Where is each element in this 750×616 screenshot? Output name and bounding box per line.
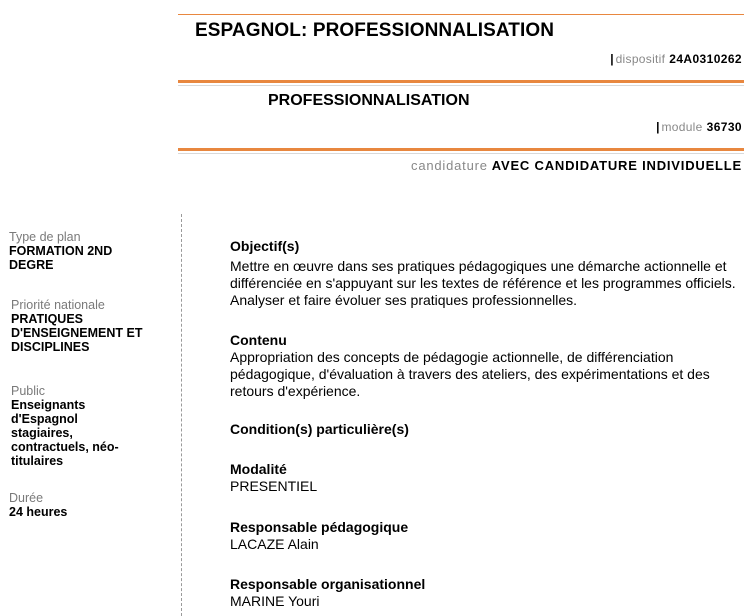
objectifs-section	[230, 238, 745, 309]
meta-separator: |	[610, 52, 614, 66]
header-rule-2-shadow	[178, 153, 744, 154]
module-value: 36730	[706, 120, 742, 134]
candidature-label: candidature	[411, 158, 488, 173]
modalite-section	[230, 461, 745, 495]
duree-block	[9, 491, 159, 519]
public-value: Enseignants d'Espagnol stagiaires, contractuels, néo-titulaires	[11, 398, 119, 468]
contenu-text: Appropriation des concepts de pédagogie actionnelle, de différenciation pédagogique, d'évaluation à travers des ateliers, des expérimentations et des retours d'expérience.	[230, 349, 710, 399]
modalite-title: Modalité	[230, 461, 287, 477]
resp-organisationnel-section	[230, 576, 745, 610]
contenu-section	[230, 332, 745, 400]
resp-pedagogique-title: Responsable pédagogique	[230, 519, 409, 535]
objectifs-text: Mettre en œuvre dans ses pratiques pédagogiques une démarche actionnelle et différenciée en s'appuyant sur les textes de référence et les programmes officiels. Analyser et faire évoluer ses pratiques professionnelles.	[230, 258, 736, 308]
module-meta	[656, 120, 742, 134]
meta-separator: |	[656, 120, 660, 134]
header-rule-1	[178, 80, 744, 83]
duree-label: Durée	[9, 491, 44, 505]
column-divider	[181, 214, 182, 616]
priorite-label: Priorité nationale	[11, 298, 105, 312]
type-de-plan-label: Type de plan	[9, 230, 81, 244]
type-de-plan-value: FORMATION 2ND DEGRE	[9, 244, 113, 272]
modalite-text: PRESENTIEL	[230, 478, 318, 494]
candidature-value: AVEC CANDIDATURE INDIVIDUELLE	[491, 158, 742, 173]
dispositif-meta	[610, 52, 742, 66]
header-top-rule	[178, 14, 744, 15]
candidature-meta	[411, 158, 742, 173]
module-label: module	[661, 120, 703, 134]
header-rule-2	[178, 148, 744, 151]
contenu-title: Contenu	[230, 332, 287, 348]
duree-value: 24 heures	[9, 505, 68, 519]
conditions-section	[230, 421, 745, 438]
public-label: Public	[11, 384, 46, 398]
resp-pedagogique-text: LACAZE Alain	[230, 536, 319, 552]
dispositif-value: 24A0310262	[669, 52, 742, 66]
priorite-block	[11, 298, 161, 354]
resp-organisationnel-text: MARINE Youri	[230, 593, 320, 609]
module-title: PROFESSIONNALISATION	[268, 92, 470, 109]
conditions-title: Condition(s) particulière(s)	[230, 421, 409, 437]
public-block	[11, 384, 161, 468]
resp-organisationnel-title: Responsable organisationnel	[230, 576, 426, 592]
resp-pedagogique-section	[230, 519, 745, 553]
objectifs-title: Objectif(s)	[230, 238, 300, 254]
dispositif-label: dispositif	[615, 52, 666, 66]
page-title: ESPAGNOL: PROFESSIONNALISATION	[195, 20, 555, 41]
type-de-plan-block	[9, 230, 159, 272]
header-rule-1-shadow	[178, 85, 744, 86]
priorite-value: PRATIQUES D'ENSEIGNEMENT ET DISCIPLINES	[11, 312, 143, 354]
